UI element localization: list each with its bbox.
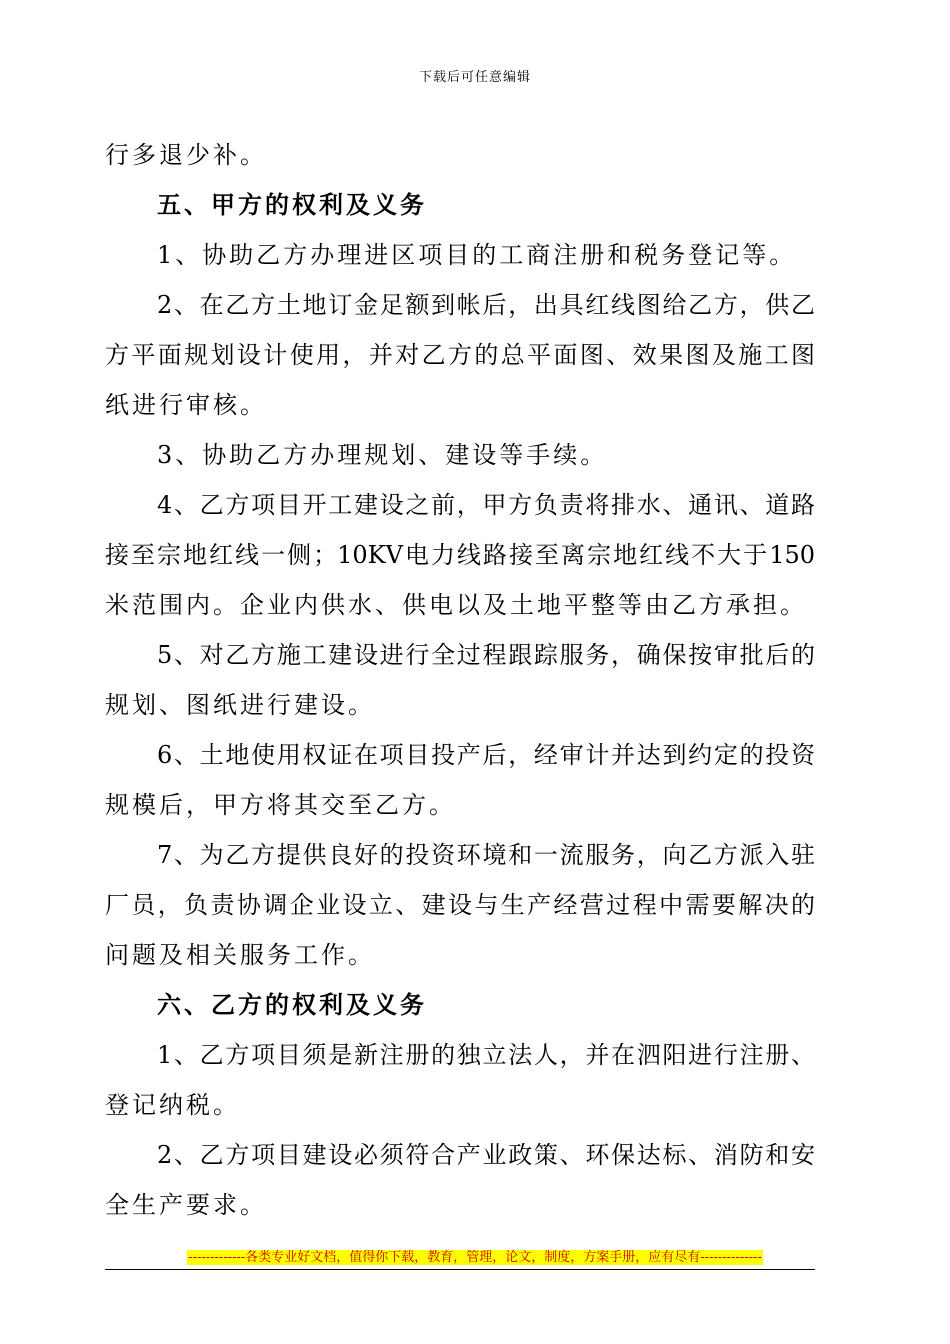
paragraph-line: 厂员，负责协调企业设立、建设与生产经营过程中需要解决的 [105,891,815,919]
paragraph-line: 全生产要求。 [105,1191,267,1219]
paragraph-line: 问题及相关服务工作。 [105,941,375,969]
paragraph-line: 接至宗地红线一侧；10KV电力线路接至离宗地红线不大于150 [105,541,815,569]
section-heading-6: 六、乙方的权利及义务 [157,990,427,1019]
paragraph-line: 方平面规划设计使用，并对乙方的总平面图、效果图及施工图 [105,341,815,369]
paragraph-line: 纸进行审核。 [105,391,267,419]
paragraph-line: 登记纳税。 [105,1091,240,1119]
paragraph-line: 1、协助乙方办理进区项目的工商注册和税务登记等。 [157,241,797,269]
paragraph-line: 5、对乙方施工建设进行全过程跟踪服务，确保按审批后的 [157,641,815,669]
paragraph-line: 6、土地使用权证在项目投产后，经审计并达到约定的投资 [157,741,815,769]
paragraph-line: 米范围内。企业内供水、供电以及土地平整等由乙方承担。 [105,591,807,619]
paragraph-line: 2、在乙方土地订金足额到帐后，出具红线图给乙方，供乙 [157,291,815,319]
footer-banner-text: -------------各类专业好文档，值得你下载，教育，管理，论文，制度，方案手册，应有尽有-------------- [188,1250,762,1265]
paragraph-line: 7、为乙方提供良好的投资环境和一流服务，向乙方派入驻 [157,841,815,869]
footer-banner [0,1250,950,1266]
paragraph-line: 规模后，甲方将其交至乙方。 [105,791,456,819]
paragraph-line: 4、乙方项目开工建设之前，甲方负责将排水、通讯、道路 [157,491,815,519]
paragraph-line: 行多退少补。 [105,141,267,169]
footer-rule [105,1269,815,1270]
paragraph-line: 3、协助乙方办理规划、建设等手续。 [157,441,608,469]
paragraph-line: 1、乙方项目须是新注册的独立法人，并在泗阳进行注册、 [157,1041,815,1069]
paragraph-line: 2、乙方项目建设必须符合产业政策、环保达标、消防和安 [157,1141,815,1169]
section-heading-5: 五、甲方的权利及义务 [157,190,427,219]
paragraph-line: 规划、图纸进行建设。 [105,691,375,719]
header-note: 下载后可任意编辑 [418,70,531,85]
